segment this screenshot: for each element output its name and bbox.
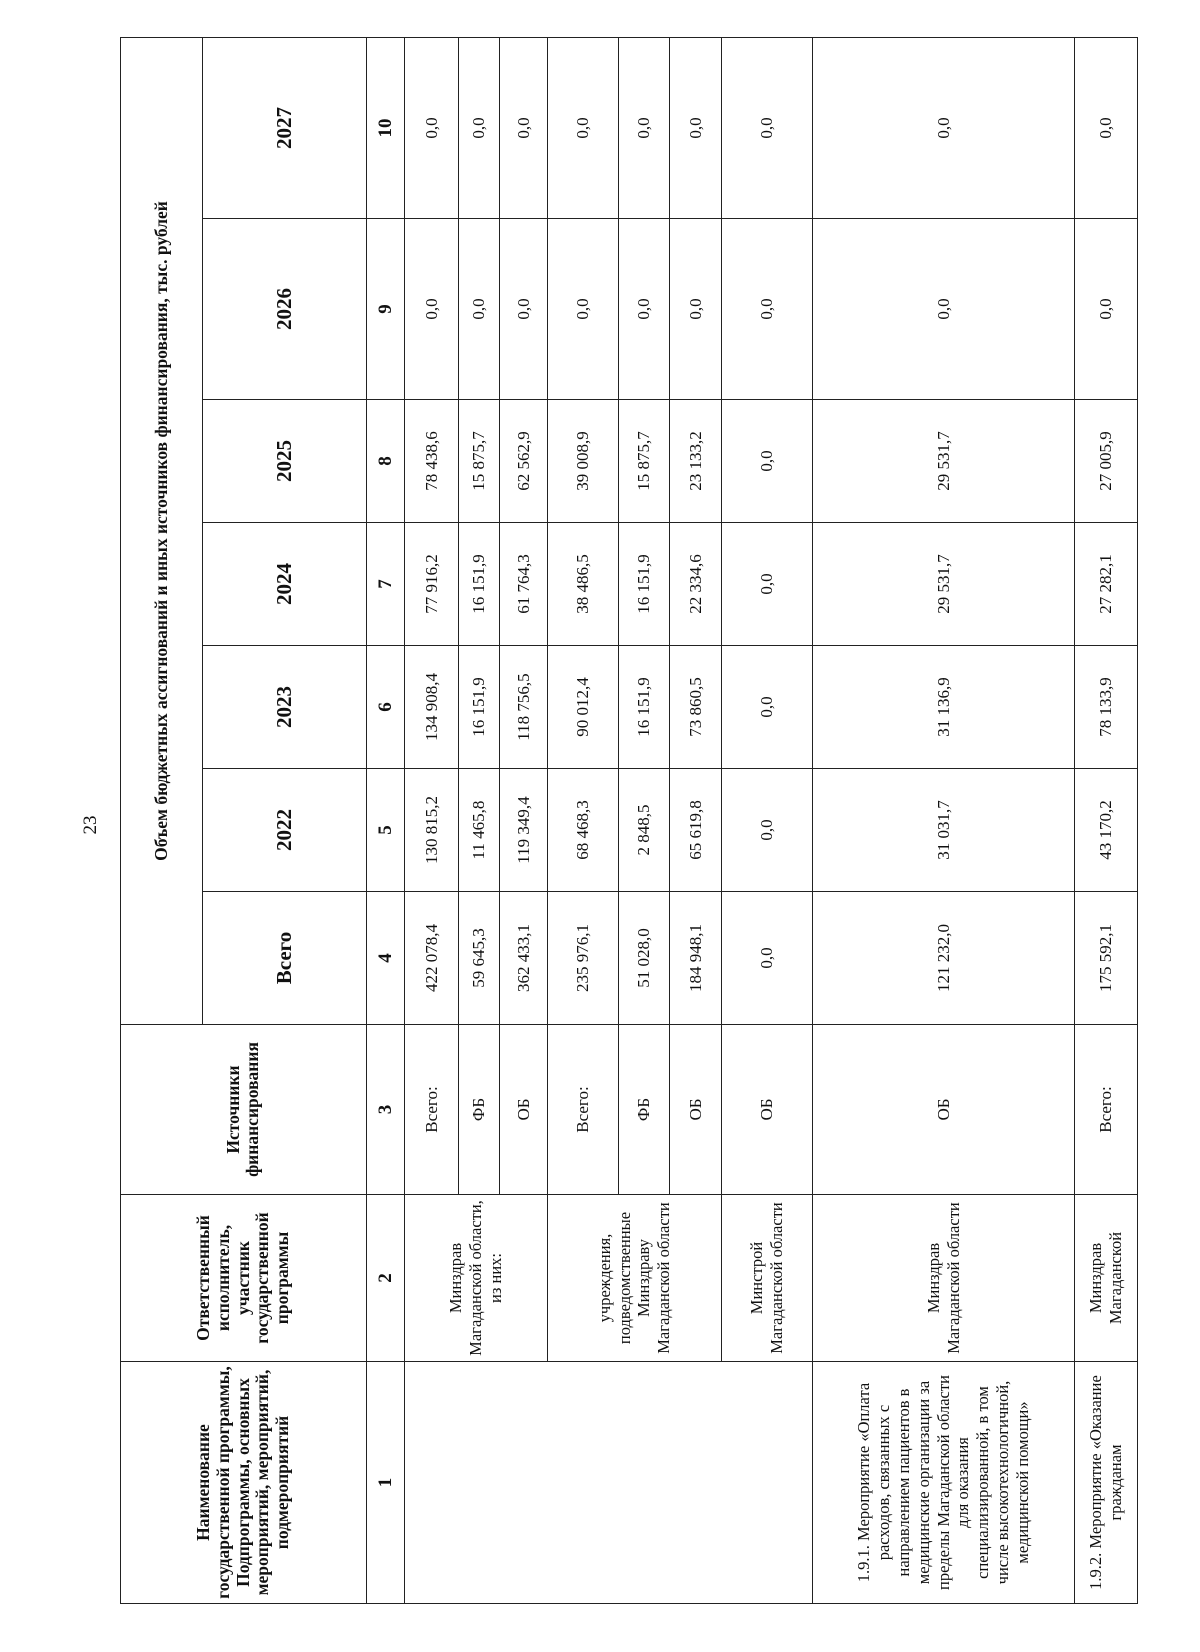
value-cell: 51 028,0 (618, 892, 670, 1025)
column-number: 5 (366, 769, 405, 892)
executor-cell: Минстрой Магаданской области (722, 1195, 812, 1362)
column-number: 7 (366, 523, 405, 646)
header-year-2022: 2022 (202, 769, 366, 892)
value-cell: 0,0 (500, 219, 547, 400)
column-number: 8 (366, 400, 405, 523)
value-cell: 121 232,0 (812, 892, 1075, 1025)
column-number: 3 (366, 1025, 405, 1195)
value-cell: 0,0 (1075, 37, 1138, 218)
value-cell: 0,0 (812, 37, 1075, 218)
value-cell: 16 151,9 (618, 523, 670, 646)
column-number: 4 (366, 892, 405, 1025)
header-year-2026: 2026 (202, 219, 366, 400)
value-cell: 61 764,3 (500, 523, 547, 646)
value-cell: 0,0 (722, 400, 812, 523)
value-cell: 27 282,1 (1075, 523, 1138, 646)
value-cell: 362 433,1 (500, 892, 547, 1025)
value-cell: 15 875,7 (459, 400, 500, 523)
value-cell: 31 136,9 (812, 646, 1075, 769)
value-cell: 235 976,1 (547, 892, 618, 1025)
value-cell: 0,0 (722, 219, 812, 400)
value-cell: 38 486,5 (547, 523, 618, 646)
source-cell: ОБ (670, 1025, 722, 1195)
value-cell: 16 151,9 (459, 523, 500, 646)
source-cell: Всего: (1075, 1025, 1138, 1195)
column-number: 2 (366, 1195, 405, 1362)
value-cell: 422 078,4 (405, 892, 459, 1025)
measure-name-cell: 1.9.2. Мероприятие «Оказание гражданам (1075, 1362, 1138, 1604)
header-year-2023: 2023 (202, 646, 366, 769)
value-cell: 62 562,9 (500, 400, 547, 523)
value-cell: 0,0 (722, 769, 812, 892)
value-cell: 68 468,3 (547, 769, 618, 892)
funding-table (120, 37, 1138, 1604)
column-number: 6 (366, 646, 405, 769)
value-cell: 0,0 (1075, 219, 1138, 400)
value-cell: 0,0 (618, 219, 670, 400)
value-cell: 77 916,2 (405, 523, 459, 646)
value-cell: 0,0 (812, 219, 1075, 400)
executor-cell: Минздрав Магаданской области (812, 1195, 1075, 1362)
value-cell: 39 008,9 (547, 400, 618, 523)
value-cell: 73 860,5 (670, 646, 722, 769)
value-cell: 22 334,6 (670, 523, 722, 646)
value-cell: 0,0 (405, 37, 459, 218)
header-year-2027: 2027 (202, 37, 366, 218)
value-cell: 65 619,8 (670, 769, 722, 892)
value-cell: 29 531,7 (812, 400, 1075, 523)
source-cell: Всего: (547, 1025, 618, 1195)
value-cell: 78 438,6 (405, 400, 459, 523)
value-cell: 184 948,1 (670, 892, 722, 1025)
name-cell-empty (405, 1362, 812, 1604)
value-cell: 43 170,2 (1075, 769, 1138, 892)
source-cell: ОБ (812, 1025, 1075, 1195)
value-cell: 23 133,2 (670, 400, 722, 523)
value-cell: 29 531,7 (812, 523, 1075, 646)
column-number: 9 (366, 219, 405, 400)
value-cell: 119 349,4 (500, 769, 547, 892)
value-cell: 0,0 (547, 219, 618, 400)
executor-cell: Минздрав Магаданской (1075, 1195, 1138, 1362)
value-cell: 0,0 (722, 523, 812, 646)
header-funding-group: Объем бюджетных ассигнований и иных источников финансирования, тыс. рублей (121, 37, 203, 1024)
page-number: 23 (80, 815, 101, 835)
value-cell: 0,0 (500, 37, 547, 218)
value-cell: 2 848,5 (618, 769, 670, 892)
measure-name-cell: 1.9.1. Мероприятие «Оплата расходов, связанных с направлением пациентов в медицинские организации за пределы Магаданской области для оказания специализированной, в том числе высокотехнологичной, медицинской помощи» (812, 1362, 1075, 1604)
executor-cell: учреждения, подведомственные Минздраву Магаданской области (547, 1195, 722, 1362)
value-cell: 0,0 (618, 37, 670, 218)
header-name-column: Наименование государственной программы, Подпрограммы, основных мероприятий, мероприятий, подмероприятий (121, 1362, 367, 1604)
source-cell: ФБ (459, 1025, 500, 1195)
column-number: 1 (366, 1362, 405, 1604)
value-cell: 0,0 (722, 37, 812, 218)
value-cell: 175 592,1 (1075, 892, 1138, 1025)
value-cell: 78 133,9 (1075, 646, 1138, 769)
header-source-column: Источники финансирования (121, 1025, 367, 1195)
source-cell: ОБ (722, 1025, 812, 1195)
header-executor-column: Ответственный исполнитель, участник государственной программы (121, 1195, 367, 1362)
value-cell: 0,0 (670, 37, 722, 218)
source-cell: ФБ (618, 1025, 670, 1195)
value-cell: 31 031,7 (812, 769, 1075, 892)
value-cell: 0,0 (459, 219, 500, 400)
executor-cell: Минздрав Магаданской области, из них: (405, 1195, 547, 1362)
value-cell: 16 151,9 (618, 646, 670, 769)
value-cell: 11 465,8 (459, 769, 500, 892)
funding-table-frame (120, 38, 1138, 1604)
value-cell: 0,0 (670, 219, 722, 400)
value-cell: 118 756,5 (500, 646, 547, 769)
value-cell: 16 151,9 (459, 646, 500, 769)
value-cell: 134 908,4 (405, 646, 459, 769)
value-cell: 0,0 (459, 37, 500, 218)
column-number: 10 (366, 37, 405, 218)
header-year-total: Всего (202, 892, 366, 1025)
source-cell: ОБ (500, 1025, 547, 1195)
header-year-2024: 2024 (202, 523, 366, 646)
source-cell: Всего: (405, 1025, 459, 1195)
value-cell: 0,0 (722, 892, 812, 1025)
value-cell: 0,0 (405, 219, 459, 400)
value-cell: 130 815,2 (405, 769, 459, 892)
value-cell: 90 012,4 (547, 646, 618, 769)
value-cell: 0,0 (722, 646, 812, 769)
value-cell: 27 005,9 (1075, 400, 1138, 523)
header-year-2025: 2025 (202, 400, 366, 523)
value-cell: 59 645,3 (459, 892, 500, 1025)
value-cell: 15 875,7 (618, 400, 670, 523)
value-cell: 0,0 (547, 37, 618, 218)
